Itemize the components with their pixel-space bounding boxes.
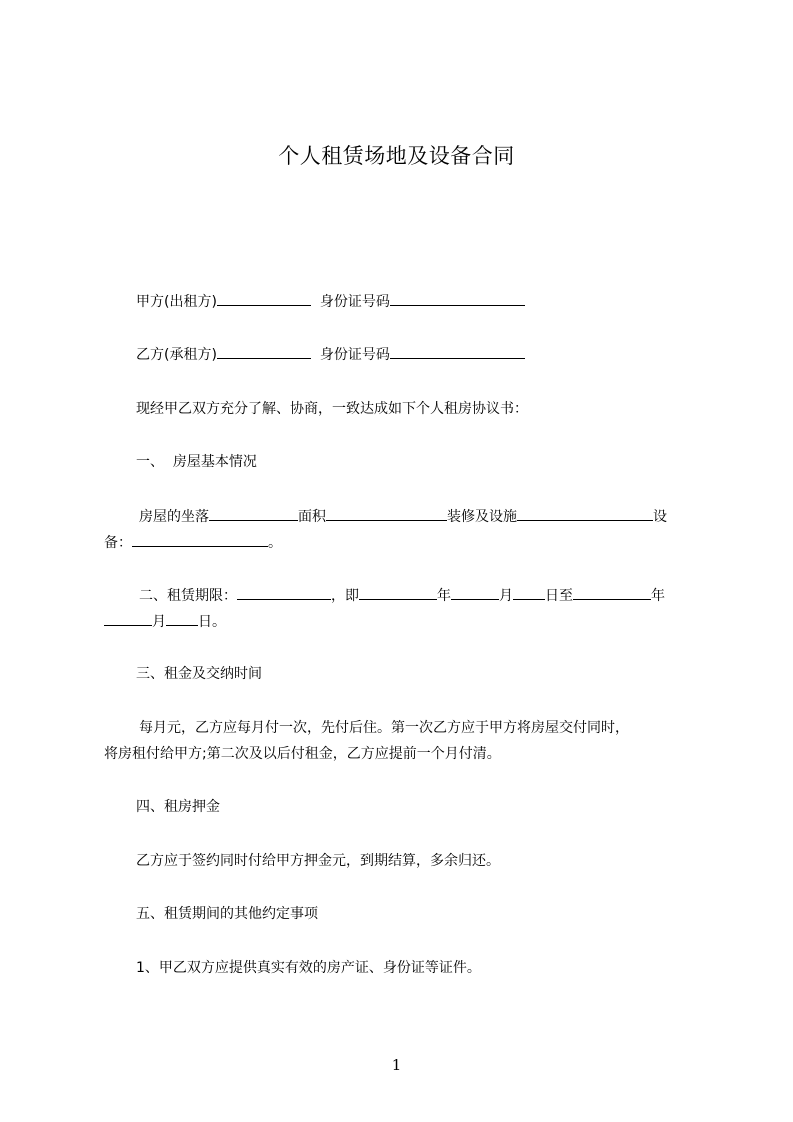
decor-blank xyxy=(517,505,653,521)
start-day-blank xyxy=(513,584,545,600)
equip-label-a: 设 xyxy=(653,509,667,525)
section2-line1 xyxy=(139,584,665,607)
page-number: 1 xyxy=(391,1056,402,1074)
party-b-line xyxy=(136,343,525,366)
start-year-blank xyxy=(359,584,437,600)
party-a-label: 甲方(出租方) xyxy=(136,294,217,310)
party-a-id-blank xyxy=(390,290,525,306)
location-label: 房屋的坐落 xyxy=(139,509,209,525)
end-year-label: 年 xyxy=(651,588,665,604)
start-month-blank xyxy=(451,584,499,600)
party-a-line xyxy=(136,290,525,313)
lease-ji: 即 xyxy=(345,588,359,604)
section3-text-line2: 将房租付给甲方;第二次及以后付租金，乙方应提前一个月付清。 xyxy=(104,746,501,762)
start-year-label: 年 xyxy=(437,588,451,604)
document-title: 个人租赁场地及设备合同 xyxy=(278,144,515,168)
section1-equip-line xyxy=(104,531,282,554)
lease-term-blank xyxy=(237,584,331,600)
section3-text-line1: 每月元，乙方应每月付一次，先付后住。第一次乙方应于甲方将房屋交付同时， xyxy=(139,720,629,736)
party-b-name-blank xyxy=(217,343,311,359)
section2-line2 xyxy=(104,610,226,633)
section3-heading: 三、租金及交纳时间 xyxy=(136,666,262,682)
section5-heading: 五、租赁期间的其他约定事项 xyxy=(136,906,318,922)
end-month-blank xyxy=(104,610,152,626)
decor-label: 装修及设施 xyxy=(447,509,517,525)
start-month-label: 月 xyxy=(499,588,513,604)
section4-heading: 四、租房押金 xyxy=(136,799,220,815)
end-day-blank xyxy=(166,610,198,626)
party-b-id-blank xyxy=(390,343,525,359)
section4-text: 乙方应于签约同时付给甲方押金元，到期结算，多余归还。 xyxy=(136,853,500,869)
section5-item1: 1、甲乙双方应提供真实有效的房产证、身份证等证件。 xyxy=(136,960,481,976)
lease-term-label: 二、租赁期限： xyxy=(139,588,237,604)
party-b-label: 乙方(承租方) xyxy=(136,347,217,363)
equip-end-mark: 。 xyxy=(268,535,282,551)
end-month-label: 月 xyxy=(152,614,166,630)
equip-blank xyxy=(132,531,268,547)
equip-label-b: 备： xyxy=(104,535,132,551)
intro-text: 现经甲乙双方充分了解、协商，一致达成如下个人租房协议书： xyxy=(136,401,528,417)
area-blank xyxy=(326,505,447,521)
end-year-blank xyxy=(573,584,651,600)
area-label: 面积 xyxy=(298,509,326,525)
party-a-name-blank xyxy=(217,290,311,306)
lease-comma: ， xyxy=(331,588,345,604)
section1-heading: 一、 房屋基本情况 xyxy=(136,454,257,470)
location-blank xyxy=(209,505,298,521)
end-day-label: 日。 xyxy=(198,614,226,630)
section1-location-line xyxy=(139,505,667,528)
party-b-id-label: 身份证号码 xyxy=(319,347,390,363)
party-a-id-label: 身份证号码 xyxy=(319,294,390,310)
day-to-label: 日至 xyxy=(545,588,573,604)
